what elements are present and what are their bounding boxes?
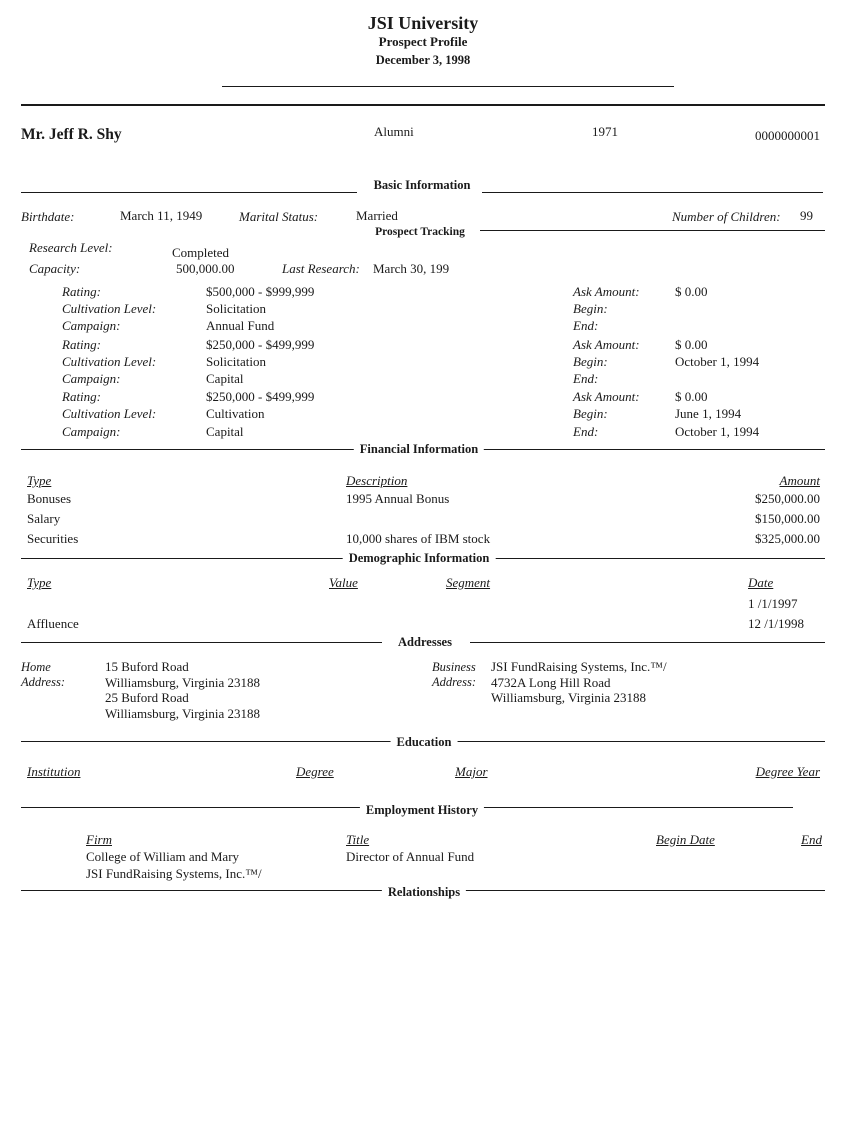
- ask-amount-value: $ 0.00: [675, 284, 708, 299]
- home-address-line: Williamsburg, Virginia 23188: [105, 706, 261, 721]
- end-label: End:: [573, 318, 599, 333]
- financial-amount: $150,000.00: [755, 511, 820, 526]
- demographic-date: 1 /1/1997: [748, 596, 798, 611]
- ask-amount-label: Ask Amount:: [573, 389, 640, 404]
- campaign-label: Campaign:: [62, 318, 121, 333]
- cultivation-value: Solicitation: [206, 354, 266, 369]
- capacity-value: 500,000.00: [176, 261, 235, 276]
- col-date: Date: [748, 575, 774, 590]
- section-heading-education: Education: [391, 735, 458, 750]
- last-research-value: March 30, 199: [373, 261, 450, 276]
- section-heading-tracking: Prospect Tracking: [371, 226, 469, 238]
- prospect-id: 0000000001: [755, 128, 820, 143]
- capacity-label: Capacity:: [29, 261, 81, 276]
- col-type: Type: [27, 473, 52, 488]
- financial-amount: $325,000.00: [755, 531, 820, 546]
- cultivation-label: Cultivation Level:: [62, 354, 157, 369]
- prospect-name: Mr. Jeff R. Shy: [21, 126, 122, 143]
- business-address-label: Business: [432, 660, 476, 674]
- rating-label: Rating:: [62, 337, 101, 352]
- end-label: End:: [573, 424, 599, 439]
- rating-label: Rating:: [62, 284, 101, 299]
- cultivation-label: Cultivation Level:: [62, 406, 157, 421]
- section-rule-left: [21, 642, 382, 643]
- col-title: Title: [346, 832, 370, 847]
- business-address-label: Address:: [432, 675, 476, 689]
- col-segment: Segment: [446, 575, 491, 590]
- cultivation-value: Cultivation: [206, 406, 265, 421]
- col-type: Type: [27, 575, 52, 590]
- header-divider: [21, 104, 825, 106]
- financial-amount: $250,000.00: [755, 491, 820, 506]
- home-address-line: 25 Buford Road: [105, 690, 189, 705]
- col-amount: Amount: [779, 473, 820, 488]
- marital-label: Marital Status:: [239, 209, 319, 224]
- financial-type: Bonuses: [27, 491, 72, 506]
- birthdate-label: Birthdate:: [21, 209, 75, 224]
- begin-value: October 1, 1994: [675, 354, 760, 369]
- financial-type: Salary: [27, 511, 61, 526]
- financial-description: 1995 Annual Bonus: [346, 491, 450, 506]
- col-degree: Degree: [296, 764, 334, 779]
- ask-amount-label: Ask Amount:: [573, 337, 640, 352]
- cultivation-label: Cultivation Level:: [62, 301, 157, 316]
- col-firm: Firm: [86, 832, 112, 847]
- section-heading-demographic: Demographic Information: [343, 551, 496, 566]
- begin-label: Begin:: [573, 406, 608, 421]
- rating-value: $500,000 - $999,999: [206, 284, 315, 299]
- home-address-line: 15 Buford Road: [105, 659, 189, 674]
- begin-label: Begin:: [573, 301, 608, 316]
- report-title: JSI University: [367, 13, 479, 33]
- campaign-value: Capital: [206, 424, 244, 439]
- ask-amount-label: Ask Amount:: [573, 284, 640, 299]
- section-rule-right: [470, 642, 825, 643]
- section-heading-relationships: Relationships: [382, 885, 466, 900]
- constituency: Alumni: [374, 124, 414, 139]
- section-rule-right: [482, 192, 823, 193]
- section-heading-financial: Financial Information: [354, 442, 484, 457]
- ask-amount-value: $ 0.00: [675, 337, 708, 352]
- rating-label: Rating:: [62, 389, 101, 404]
- business-address-line: JSI FundRaising Systems, Inc.™/: [491, 659, 667, 674]
- business-address-line: 4732A Long Hill Road: [491, 675, 611, 690]
- report-date: December 3, 1998: [375, 53, 471, 67]
- campaign-value: Annual Fund: [206, 318, 275, 333]
- children-value: 99: [800, 208, 813, 223]
- birthdate-value: March 11, 1949: [120, 208, 203, 223]
- research-level-value: Completed: [172, 245, 230, 260]
- demographic-date: 12 /1/1998: [748, 616, 804, 631]
- section-heading-addresses: Addresses: [392, 635, 458, 650]
- home-address-label: Home: [21, 660, 51, 674]
- financial-type: Securities: [27, 531, 79, 546]
- section-rule-left: [21, 192, 357, 193]
- col-degree-year: Degree Year: [755, 764, 820, 779]
- col-begin-date: Begin Date: [656, 832, 715, 847]
- employment-firm: JSI FundRaising Systems, Inc.™/: [86, 866, 262, 881]
- campaign-label: Campaign:: [62, 424, 121, 439]
- employment-firm: College of William and Mary: [86, 849, 240, 864]
- rating-value: $250,000 - $499,999: [206, 389, 315, 404]
- section-heading-employment: Employment History: [360, 803, 484, 818]
- children-label: Number of Children:: [672, 209, 781, 224]
- home-address-line: Williamsburg, Virginia 23188: [105, 675, 261, 690]
- class-year: 1971: [592, 124, 618, 139]
- col-value: Value: [329, 575, 358, 590]
- col-end: End: [801, 832, 822, 847]
- ask-amount-value: $ 0.00: [675, 389, 708, 404]
- tracking-rule: [480, 230, 825, 231]
- home-address-label: Address:: [21, 675, 65, 689]
- begin-value: June 1, 1994: [675, 406, 742, 421]
- last-research-label: Last Research:: [282, 261, 360, 276]
- begin-label: Begin:: [573, 354, 608, 369]
- business-address-line: Williamsburg, Virginia 23188: [491, 690, 647, 705]
- employment-title: Director of Annual Fund: [346, 849, 475, 864]
- section-heading-basic: Basic Information: [368, 178, 477, 193]
- end-value: October 1, 1994: [675, 424, 760, 439]
- demographic-type: Affluence: [27, 616, 79, 631]
- financial-description: 10,000 shares of IBM stock: [346, 531, 491, 546]
- cultivation-value: Solicitation: [206, 301, 266, 316]
- research-level-label: Research Level:: [29, 240, 113, 255]
- col-institution: Institution: [27, 764, 81, 779]
- col-description: Description: [346, 473, 408, 488]
- campaign-label: Campaign:: [62, 371, 121, 386]
- header-underline: [222, 86, 674, 87]
- marital-value: Married: [356, 208, 398, 223]
- col-major: Major: [455, 764, 488, 779]
- end-label: End:: [573, 371, 599, 386]
- report-subtitle: Prospect Profile: [378, 34, 468, 49]
- rating-value: $250,000 - $499,999: [206, 337, 315, 352]
- campaign-value: Capital: [206, 371, 244, 386]
